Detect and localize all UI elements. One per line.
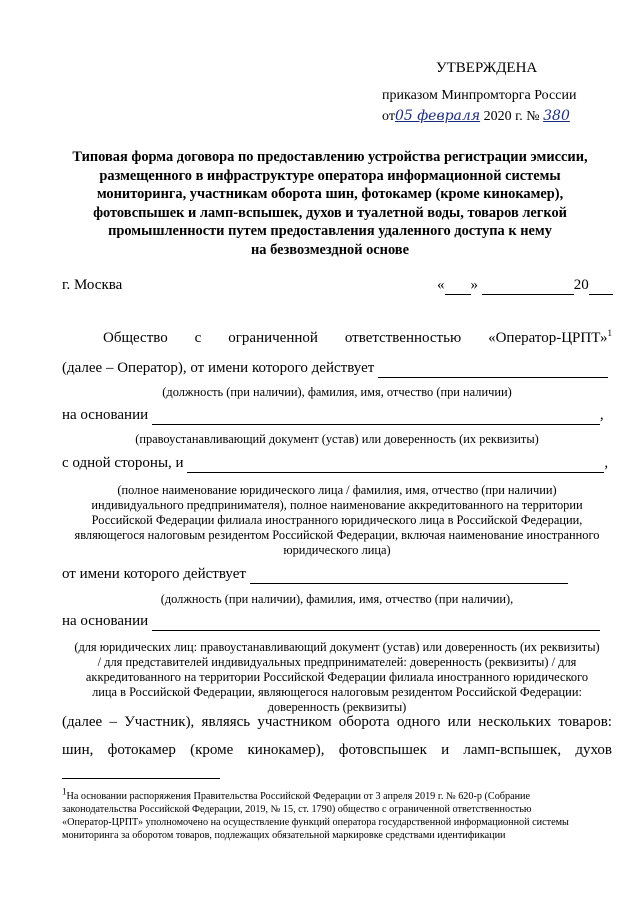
text-word: Участник),	[124, 714, 195, 730]
one-side-label: с одной стороны, и	[62, 455, 184, 471]
participant-representative-field[interactable]	[250, 566, 568, 584]
open-quote: «	[437, 277, 445, 293]
date-blank	[437, 277, 613, 295]
text-word: или	[447, 714, 472, 730]
year-prefix: 20	[573, 277, 589, 293]
footnote-line: «Оператор-ЦРПТ» уполномочено на осуществление функций оператора государственной информационной системы	[62, 817, 569, 828]
title-line: промышленности путем предоставления удаленного доступа к нему	[108, 223, 552, 239]
caption-line: (для юридических лиц: правоустанавливающий документ (устав) или доверенность (их реквизиты)	[74, 640, 600, 654]
footnote-mark: 1	[62, 786, 67, 797]
footnote-line: законодательства Российской Федерации, 2019, № 15, ст. 1790) общество с ограниченной ответственностью	[62, 804, 532, 815]
title-line: Типовая форма договора по предоставлению устройства регистрации эмиссии,	[72, 149, 588, 165]
caption-position-1	[62, 385, 612, 400]
operator-acting-row	[62, 360, 608, 378]
caption-line: / для представителей индивидуальных предпринимателей: доверенность (реквизиты) / для	[97, 655, 577, 669]
basis-row-1	[62, 407, 604, 425]
text-word: товаров:	[558, 714, 612, 730]
month-blank[interactable]	[482, 277, 574, 295]
intro-word: ответственностью	[344, 330, 462, 346]
caption-line: доверенность (реквизиты)	[267, 700, 407, 714]
text-word: являясь	[201, 714, 251, 730]
place: г. Москва	[62, 277, 123, 293]
text-word: и	[441, 742, 450, 758]
caption-position-2	[62, 592, 612, 607]
text-word: одного	[396, 714, 441, 730]
intro-word: Общество	[103, 330, 168, 346]
footnote-line: мониторинга за оборотом товаров, подлежащих обязательной маркировке средствами идентификации	[62, 830, 506, 841]
caption-line: юридического лица)	[283, 543, 391, 557]
title-line: фотовспышек и ламп-вспышек, духов и туалетной воды, товаров легкой	[93, 204, 567, 221]
date-prefix: от	[382, 109, 395, 124]
footnote	[62, 786, 612, 842]
comma: ,	[604, 455, 609, 471]
intro-word: ограниченной	[228, 330, 318, 346]
caption-line: индивидуального предпринимателя), полное наименование аккредитованного на территории	[91, 498, 583, 512]
caption-text: (правоустанавливающий документ (устав) или доверенность (их реквизиты)	[135, 432, 539, 446]
footnote-separator	[62, 778, 220, 779]
title-line: мониторинга, участникам оборота шин, фотокамер (кроме кинокамер),	[96, 186, 564, 202]
basis-label-1: на основании	[62, 407, 149, 423]
title-line: на безвозмездной основе	[251, 241, 409, 258]
caption-line: Российской Федерации филиала иностранного юридического лица в Российской Федерации,	[91, 513, 583, 527]
operator-acting-label: (далее – Оператор), от имени которого действует	[62, 360, 375, 376]
basis-field-2[interactable]	[152, 613, 600, 631]
footnote-line: На основании распоряжения Правительства Российской Федерации от 3 апреля 2019 г. № 620-р (Собрание	[66, 791, 531, 802]
intro-word: с	[194, 330, 202, 346]
caption-party-name	[62, 483, 612, 558]
year-blank[interactable]	[589, 277, 613, 295]
party-intro	[103, 330, 612, 347]
handwritten-date: 05 февраля	[394, 108, 481, 124]
basis-label-2: на основании	[62, 613, 149, 629]
approval-order: приказом Минпромторга России	[382, 88, 577, 103]
text-word: (кроме	[190, 742, 234, 758]
approval-title: УТВЕРЖДЕНА	[436, 60, 538, 76]
footnote-ref: 1	[607, 328, 612, 338]
participant-text-row-1	[62, 714, 612, 731]
text-word: кинокамер),	[247, 742, 325, 758]
year-text: 2020 г. №	[483, 109, 540, 124]
text-word: (далее	[62, 714, 103, 730]
one-side-row	[62, 455, 608, 473]
caption-line: (полное наименование юридического лица / фамилия, имя, отчество (при наличии)	[117, 483, 557, 497]
text-word: духов	[575, 742, 612, 758]
approval-date	[382, 108, 570, 125]
caption-text: (должность (при наличии), фамилия, имя, отчество (при наличии),	[160, 592, 514, 606]
participant-text-row-2	[62, 742, 612, 759]
caption-line: аккредитованного на территории Российской Федерации филиала иностранного юридического	[85, 670, 589, 684]
caption-line: являющегося налоговым резидентом Российской Федерации, включая наименование иностранного	[74, 528, 600, 542]
text-word: фотовспышек	[338, 742, 427, 758]
text-word: ламп-вспышек,	[463, 742, 562, 758]
basis-row-2	[62, 613, 600, 631]
operator-representative-field[interactable]	[378, 360, 608, 378]
basis-field-1[interactable]	[152, 407, 600, 425]
text-word: –	[109, 714, 117, 730]
text-word: участником	[257, 714, 332, 730]
text-word: шин,	[62, 742, 94, 758]
title-line: размещенного в инфраструктуре оператора информационной системы	[99, 167, 561, 184]
caption-line: лица в Российской Федерации, являющегося налоговым резидентом Российской Федерации:	[92, 685, 582, 699]
acting-label-2: от имени которого действует	[62, 566, 246, 582]
caption-charter-2	[62, 640, 612, 715]
text-word: нескольких	[478, 714, 552, 730]
intro-word: «Оператор-ЦРПТ»	[488, 330, 608, 346]
text-word: оборота	[338, 714, 390, 730]
day-blank[interactable]	[445, 277, 471, 295]
caption-charter-1	[62, 432, 612, 447]
comma: ,	[599, 407, 604, 423]
handwritten-number: 380	[543, 108, 570, 124]
caption-text: (должность (при наличии), фамилия, имя, отчество (при наличии)	[162, 385, 512, 399]
close-quote: »	[470, 277, 478, 293]
participant-name-field[interactable]	[187, 455, 604, 473]
document-title	[60, 148, 600, 259]
text-word: фотокамер	[107, 742, 176, 758]
acting-row-2	[62, 566, 568, 584]
